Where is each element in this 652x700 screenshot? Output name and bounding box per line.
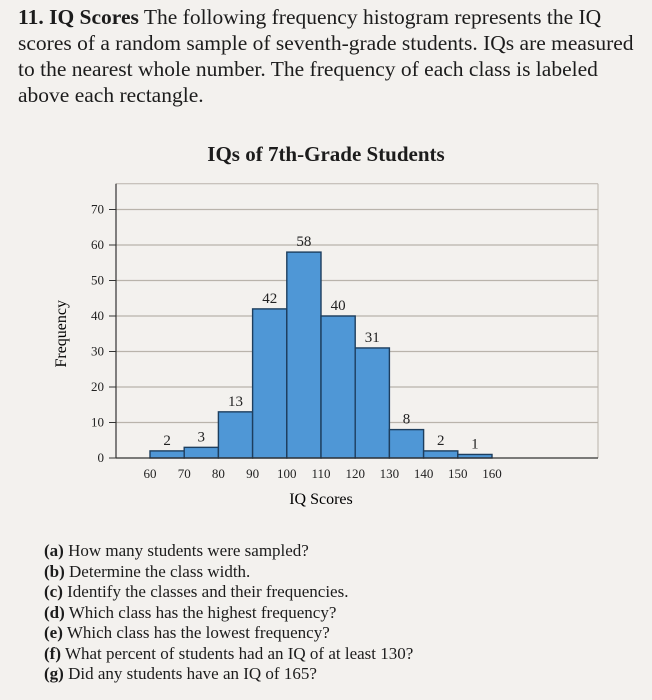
x-tick-label: 90 xyxy=(246,466,260,481)
question-letter: (e) xyxy=(44,623,63,642)
y-tick-label: 20 xyxy=(91,379,104,394)
bar-value-label: 8 xyxy=(402,411,411,428)
x-tick-label: 70 xyxy=(177,466,191,481)
bar-value-label: 13 xyxy=(228,393,243,410)
bar-100-109 xyxy=(287,252,321,458)
bar-80-89 xyxy=(218,412,252,458)
question-item xyxy=(44,541,413,562)
bar-value-label: 2 xyxy=(163,432,171,449)
bars xyxy=(150,252,492,458)
x-axis-title: IQ Scores xyxy=(289,491,353,508)
x-tick-label: 80 xyxy=(211,466,225,481)
bar-value-label: 42 xyxy=(262,290,278,307)
question-letter: (b) xyxy=(44,561,65,581)
question-list xyxy=(44,541,413,685)
question-text: Which class has the lowest frequency? xyxy=(66,623,330,642)
x-tick-label: 130 xyxy=(379,466,400,481)
bar-130-139 xyxy=(389,430,423,458)
problem-topic: IQ Scores xyxy=(49,5,139,29)
question-letter: (d) xyxy=(44,602,65,622)
problem-text: The following frequency histogram represents the IQ scores of a random sample of seventh-grade students. IQs are measured to the nearest whole number. The frequency of each class is labeled above each rectangle. xyxy=(18,5,634,107)
x-tick-label: 100 xyxy=(277,466,297,481)
question-letter: (a) xyxy=(44,541,64,560)
bar-value-label: 40 xyxy=(330,298,346,314)
bar-value-label: 31 xyxy=(364,329,380,346)
problem-number: 11. xyxy=(18,5,44,29)
bar-value-label: 1 xyxy=(471,436,479,453)
x-tick-label: 60 xyxy=(143,466,157,481)
question-item xyxy=(44,562,413,583)
x-tick-label: 140 xyxy=(413,466,434,481)
question-item xyxy=(44,582,413,603)
bar-140-149 xyxy=(424,451,458,458)
y-axis-title: Frequency xyxy=(53,299,70,368)
bar-value-label: 3 xyxy=(197,429,206,446)
y-tick-label: 50 xyxy=(91,272,104,288)
question-letter: (g) xyxy=(44,664,64,683)
bar-90-99 xyxy=(253,309,287,458)
question-letter: (c) xyxy=(44,582,63,601)
x-tick-label: 110 xyxy=(311,466,331,481)
question-letter: (f) xyxy=(44,643,61,663)
y-tick-label: 60 xyxy=(91,237,104,252)
question-text: Identify the classes and their frequencies. xyxy=(67,582,349,601)
x-tick-label: 150 xyxy=(448,466,468,481)
bar-60-69 xyxy=(150,451,184,458)
question-text: Determine the class width. xyxy=(69,561,251,581)
y-tick-label: 0 xyxy=(97,450,104,465)
bar-value-label: 2 xyxy=(436,432,445,449)
question-text: What percent of students had an IQ of at least 130? xyxy=(64,643,414,663)
bar-value-label: 58 xyxy=(296,234,312,251)
y-tick-label: 10 xyxy=(91,414,104,430)
question-item xyxy=(44,603,413,624)
question-item xyxy=(44,644,413,665)
y-tick-label: 70 xyxy=(91,201,104,217)
question-text: Which class has the highest frequency? xyxy=(68,602,337,622)
question-text: Did any students have an IQ of 165? xyxy=(68,664,317,683)
chart-title: IQs of 7th-Grade Students xyxy=(207,142,445,166)
y-tick-label: 30 xyxy=(91,343,104,359)
question-text: How many students were sampled? xyxy=(68,541,309,560)
y-tick-label: 40 xyxy=(91,308,104,323)
question-item xyxy=(44,623,413,644)
bar-70-79 xyxy=(184,447,218,458)
x-tick-label: 120 xyxy=(345,466,365,481)
x-tick-label: 160 xyxy=(482,466,502,481)
bar-110-119 xyxy=(321,316,355,458)
question-item xyxy=(44,664,413,685)
bar-120-129 xyxy=(355,348,389,458)
